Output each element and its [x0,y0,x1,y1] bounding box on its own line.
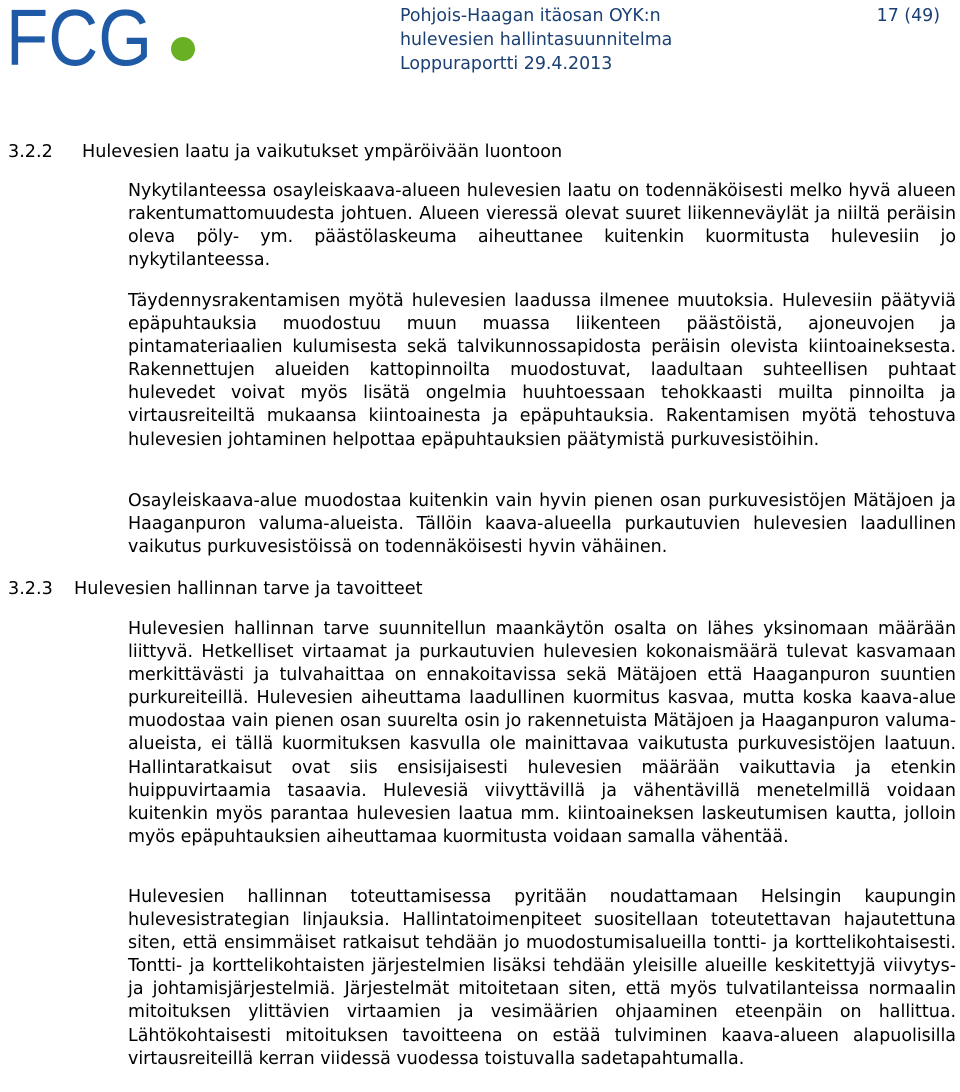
paragraph: Osayleiskaava-alue muodostaa kuitenkin vain hyvin pienen osan purkuvesistöjen Mätäjoen ja Haaganpuron valuma-alueista. Tällöin kaava-alueella purkautuvien hulevesien laadullinen vaikutus purkuvesistöissä on todennäköisesti hyvin vähäinen. [128,491,956,558]
fcg-logo [6,4,206,74]
header-report-date: Loppuraportti 29.4.2013 [400,54,613,74]
section-title: Hulevesien hallinnan tarve ja tavoitteet [74,579,423,599]
section-number: 3.2.2 [8,142,53,162]
fcg-logo-graphic [6,4,206,70]
paragraph: Nykytilanteessa osayleiskaava-alueen hulevesien laatu on todennäköisesti melko hyvä alueen rakentumattomuudesta johtuen. Alueen vieressä olevat suuret liikenneväylät ja niiltä peräisin oleva pöly- ym. päästölaskeuma aiheuttanee kuitenkin kuormitusta hulevesiin jo nykytilanteessa. [128,181,956,271]
paragraph: Hulevesien hallinnan tarve suunnitellun maankäytön osalta on lähes yksinomaan määrään liittyvä. Hetkelliset virtaamat ja purkautuvien hulevesien kokonaismäärä tulevat kasvamaan merkittävästi ja tulvahaittaa on ennakoitavissa sekä Mätäjoen että Haaganpuron suuntien purkureiteillä. Hulevesien aiheuttama laadullinen kuormitus kasvaa, mutta koska kaava-alue muodostaa vain pienen osan suurelta osin jo rakennetuista Mätäjoen ja Haaganpuron valuma-alueista, ei tällä kuormituksen kasvulla ole mainittavaa vaikutusta purkuvesistöjen laatuun. Hallintaratkaisut ovat siis ensisijaisesti hulevesien määrään vaikuttavia ja etenkin huippuvirtaamia tasaavia. Hulevesiä viivyttävillä ja vähentävillä menetelmillä voidaan kuitenkin myös parantaa hulevesien laatua mm. kiintoaineksen laskeutumisen kautta, jolloin myös epäpuhtauksien aiheuttamaa kuormitusta voidaan samalla vähentää. [128,619,956,847]
section-title: Hulevesien laatu ja vaikutukset ympäröivään luontoon [82,142,563,162]
section-heading-3-2-2 [8,140,562,164]
section-number: 3.2.3 [8,579,53,599]
svg-text:FCG: FCG [6,4,152,70]
document-header [400,4,940,76]
paragraph: Täydennysrakentamisen myötä hulevesien laadussa ilmenee muutoksia. Hulevesiin päätyviä epäpuhtauksia muodostuu muun muassa liikenteen päästöistä, ajoneuvojen ja pintamateriaalien kulumisesta sekä talvikunnossapidosta peräisin olevista kiintoaineksesta. Rakennettujen alueiden kattopinnoilta muodostuvat, laadultaan suhteellisen puhtaat hulevedet voivat myös lisätä ongelmia huuhtoessaan tehokkaasti muilta pinnoilta ja virtausreiteiltä mukaansa kiintoainesta ja epäpuhtauksia. Rakentamisen myötä tehostuva hulevesien johtaminen helpottaa epäpuhtauksien päätymistä purkuvesistöihin. [128,291,956,450]
page-number: 17 (49) [876,6,940,26]
header-project-title: Pohjois-Haagan itäosan OYK:n [400,6,661,26]
section-heading-3-2-3 [8,577,422,601]
paragraph: Hulevesien hallinnan toteuttamisessa pyritään noudattamaan Helsingin kaupungin hulevesistrategian linjauksia. Hallintatoimenpiteet suositellaan toteutettavan hajautettuna siten, että ensimmäiset ratkaisut tehdään jo muodostumisalueilla tontti- ja korttelikohtaisesti. Tontti- ja korttelikohtaisten järjestelmien lisäksi tehdään yleisille alueille keskitettyjä viivytys- ja johtamisjärjestelmiä. Järjestelmät mitoitetaan siten, että myös tulvatilanteissa normaalin mitoituksen ylittävien virtaamien ja vesimäärien ohjaaminen eteenpäin on hallittua. Lähtökohtaisesti mitoituksen tavoitteena on estää tulviminen kaava-alueen alapuolisilla virtausreiteillä kerran viidessä vuodessa toistuvalla sadetapahtumalla. [128,887,956,1069]
header-document-title: hulevesien hallintasuunnitelma [400,30,673,50]
